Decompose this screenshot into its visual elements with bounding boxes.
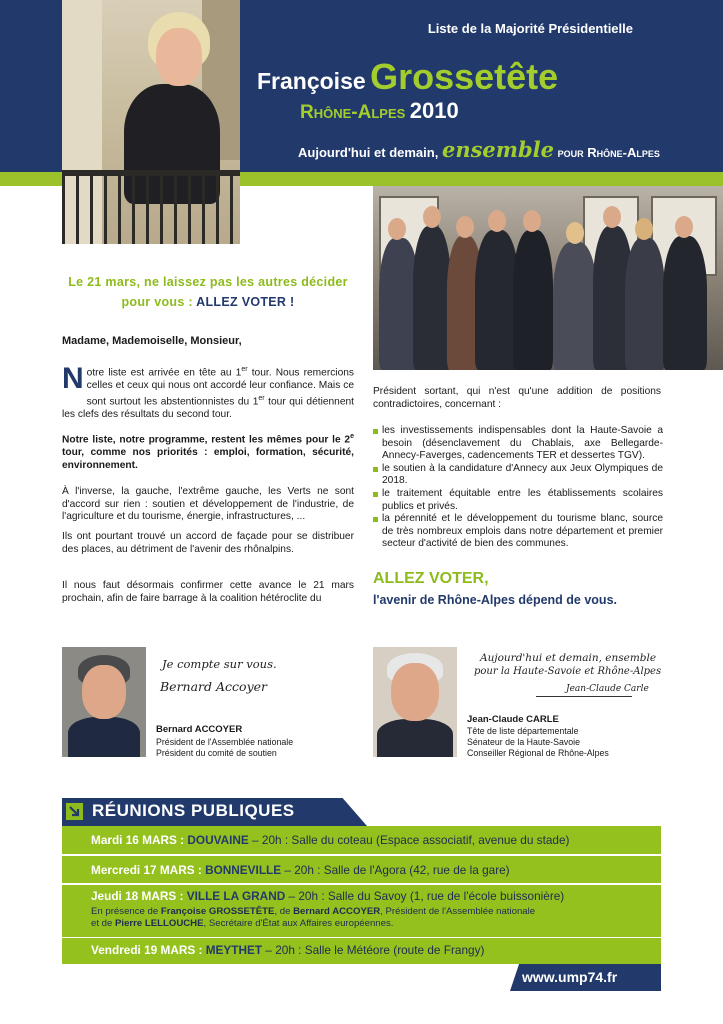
meeting-guests-line-2 — [91, 918, 393, 929]
p1-text-c: tour qui détiennent les clefs des résultats du second tour. — [62, 395, 354, 420]
list-item: la pérennité et le développement du tourisme blanc, source de très nombreux emplois dans notre département et premier secteur d'activité de bien des communes. — [373, 513, 663, 551]
campaign-tagline — [298, 137, 660, 162]
carle-signature-underline — [536, 696, 632, 697]
tagline-end: pour Rhône-Alpes — [557, 145, 660, 160]
meeting-city: VILLE LA GRAND — [186, 889, 286, 903]
region-name: Rhône-Alpes — [300, 102, 406, 123]
accoyer-role-1: Président de l'Assemblée nationale — [156, 737, 294, 747]
p1-text-b: tour. Nous remercions celles et ceux qui nous ont accordé leur confiance. Mais ce sont surtout les abstentionnistes du 1 — [86, 367, 354, 407]
headline-text: Le 21 mars, ne laissez pas les autres décider pour vous : — [68, 275, 348, 309]
carle-name: Jean-Claude CARLE — [467, 714, 559, 725]
jean-claude-carle-photo — [373, 647, 457, 757]
letter-paragraph-5: Il nous faut désormais confirmer cette avance le 21 mars prochain, afin de faire barrage à la coalition hétéroclite du — [62, 580, 354, 604]
guest-name: Françoise GROSSETÊTE — [160, 906, 275, 917]
accoyer-role-2: Président du comité de soutien — [156, 748, 277, 758]
note-text: , de — [274, 906, 294, 917]
candidate-portrait-photo — [62, 0, 240, 244]
concerns-list — [373, 425, 663, 551]
meeting-date: Vendredi 19 MARS : — [91, 943, 203, 957]
meeting-row — [62, 885, 661, 937]
meeting-row — [62, 826, 661, 854]
guest-name: Bernard ACCOYER — [293, 906, 381, 917]
meeting-date: Jeudi 18 MARS : — [91, 889, 184, 903]
letter-paragraph-1 — [62, 364, 354, 421]
meeting-details: – 20h : Salle du Savoy (1, rue de l'école buissonière) — [285, 889, 565, 903]
meeting-city: MEYTHET — [205, 943, 263, 957]
accoyer-name: Bernard ACCOYER — [156, 724, 243, 735]
meetings-title: RÉUNIONS PUBLIQUES — [92, 801, 295, 820]
accoyer-signature: Bernard Accoyer — [160, 679, 268, 694]
list-item: les investissements indispensables dont la Haute-Savoie a besoin (désenclavement du Chablais, axe Bellegarde-Annecy-Faverges, cadencements TER et dessertes TGV). — [373, 425, 663, 463]
p1-sup-a: er — [241, 366, 248, 373]
election-year: 2010 — [409, 98, 459, 123]
guest-name: Pierre LELLOUCHE — [115, 918, 204, 929]
letter-paragraph-2 — [62, 431, 354, 472]
cta-subtitle: l'avenir de Rhône-Alpes dépend de vous. — [373, 593, 617, 607]
carle-role-1: Tête de liste départementale — [467, 726, 579, 736]
letter-paragraph-4: Ils ont pourtant trouvé un accord de façade pour se distribuer des places, au détriment de l'avenir des rhônalpins. — [62, 531, 354, 555]
meeting-details: – 20h : Salle du coteau (Espace associatif, avenue du stade) — [248, 833, 570, 847]
list-slogan: Liste de la Majorité Présidentielle — [427, 21, 633, 36]
team-group-photo — [373, 186, 723, 370]
meeting-guests-line-1 — [91, 906, 535, 917]
carle-handwritten-line-2: pour la Haute-Savoie et Rhône-Alpes — [474, 666, 662, 677]
letter-salutation: Madame, Mademoiselle, Monsieur, — [62, 335, 242, 347]
candidate-last-name: Grossetête — [370, 56, 559, 97]
meeting-city: BONNEVILLE — [205, 863, 282, 877]
note-text: et de — [91, 918, 116, 929]
carle-role-2: Sénateur de la Haute-Savoie — [467, 737, 580, 747]
p2-text-b: tour, comme nos priorités : emploi, formation, sécurité, environnement. — [62, 446, 354, 471]
note-text: , Président de l'Assemblée nationale — [380, 906, 536, 917]
note-text: , Secrétaire d'État aux Affaires européennes. — [203, 918, 394, 929]
p2-text-a: Notre liste, notre programme, restent les mêmes pour le 2 — [62, 434, 351, 446]
p1-text-a: otre liste est arrivée en tête au 1 — [86, 367, 242, 379]
meeting-row — [62, 938, 661, 964]
carle-role-3: Conseiller Régional de Rhône-Alpes — [467, 748, 609, 758]
cta-title: ALLEZ VOTER, — [373, 570, 489, 587]
headline-call-to-vote: ALLEZ VOTER ! — [196, 295, 295, 309]
carle-handwritten-line-1: Aujourd'hui et demain, ensemble — [480, 652, 657, 664]
tagline-start: Aujourd'hui et demain, — [298, 145, 439, 160]
arrow-down-right-icon — [66, 803, 83, 820]
letter-paragraph-3: À l'inverse, la gauche, l'extrême gauche, les Verts ne sont d'accord sur rien : soutien et développement de l'industrie, de l'agriculture et du tourisme, énergie, infrastructures, ... — [62, 486, 354, 523]
campaign-region — [300, 98, 459, 124]
letter-paragraph-6: Président sortant, qui n'est qu'une addition de positions contradictoires, concernant : — [373, 386, 661, 410]
carle-signature: Jean-Claude Carle — [566, 684, 649, 694]
meeting-details: – 20h : Salle le Météore (route de Frangy) — [262, 943, 485, 957]
candidate-first-name: Françoise — [257, 68, 366, 94]
meeting-details: – 20h : Salle de l'Agora (42, rue de la gare) — [281, 863, 510, 877]
drop-cap: N — [62, 362, 84, 395]
list-item: le soutien à la candidature d'Annecy aux Jeux Olympiques de 2018. — [373, 463, 663, 488]
bernard-accoyer-photo — [62, 647, 146, 757]
meeting-row — [62, 856, 661, 883]
p1-sup-b: er — [258, 394, 265, 402]
intro-headline — [62, 272, 354, 312]
p2-sup: e — [350, 433, 354, 440]
tagline-emphasis: ensemble — [441, 137, 555, 162]
list-item: le traitement équitable entre les établissements scolaires publics et privés. — [373, 488, 663, 513]
meeting-city: DOUVAINE — [187, 833, 249, 847]
accoyer-handwritten-note: Je compte sur vous. — [162, 657, 277, 671]
candidate-name — [257, 56, 558, 98]
website-link[interactable]: www.ump74.fr — [522, 969, 618, 985]
meeting-date: Mercredi 17 MARS : — [91, 863, 202, 877]
meeting-date: Mardi 16 MARS : — [91, 833, 185, 847]
note-text: En présence de — [91, 906, 161, 917]
